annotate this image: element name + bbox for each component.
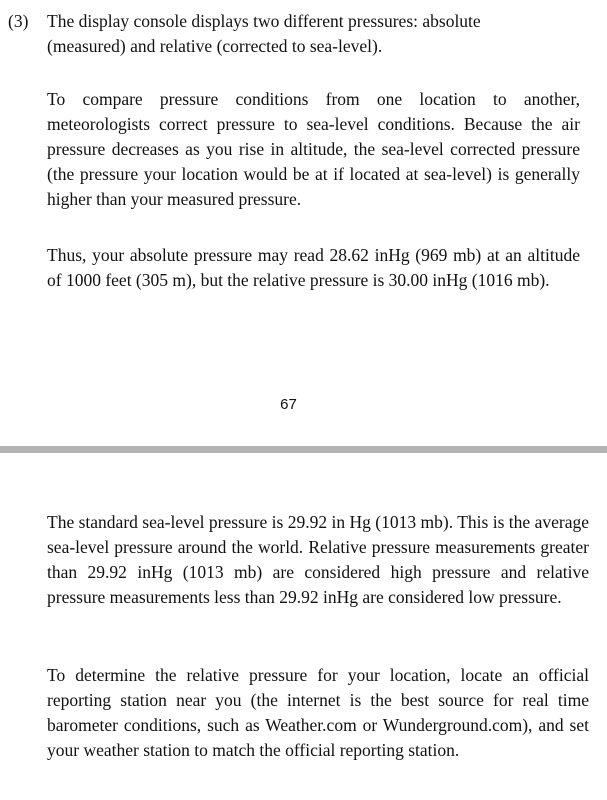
list-item-continuation: (measured) and relative (corrected to sea-level).	[47, 36, 383, 56]
sea-level-correction-paragraph: To compare pressure conditions from one location to another, meteorologists correct pressure to sea-level conditions. Because the air pressure decreases as you rise in altitude, the sea-level corrected pressure (the pressure your location would be at if located at sea-level) is generally higher than your measured pressure.	[47, 89, 580, 209]
absolute-vs-relative-example-paragraph: Thus, your absolute pressure may read 28.62 inHg (969 mb) at an altitude of 1000 feet (305 m), but the relative pressure is 30.00 inHg (1016 mb).	[47, 245, 580, 290]
list-item-number: (3)	[8, 11, 29, 31]
page-separator	[0, 446, 607, 453]
manual-page-68	[0, 453, 607, 800]
list-item-first-line: The display console displays two different pressures: absolute	[47, 11, 481, 31]
page-number: 67	[280, 396, 297, 413]
standard-pressure-paragraph: The standard sea-level pressure is 29.92 in Hg (1013 mb). This is the average sea-level pressure around the world. Relative pressure measurements greater than 29.92 inHg (1013 mb) are considered high pressure and relative pressure measurements less than 29.92 inHg are considered low pressure.	[47, 512, 589, 607]
determine-relative-pressure-paragraph: To determine the relative pressure for your location, locate an official reporting station near you (the internet is the best source for real time barometer conditions, such as Weather.com or Wunderground.com), and set your weather station to match the official reporting station.	[47, 665, 589, 760]
list-item-3	[8, 9, 566, 34]
